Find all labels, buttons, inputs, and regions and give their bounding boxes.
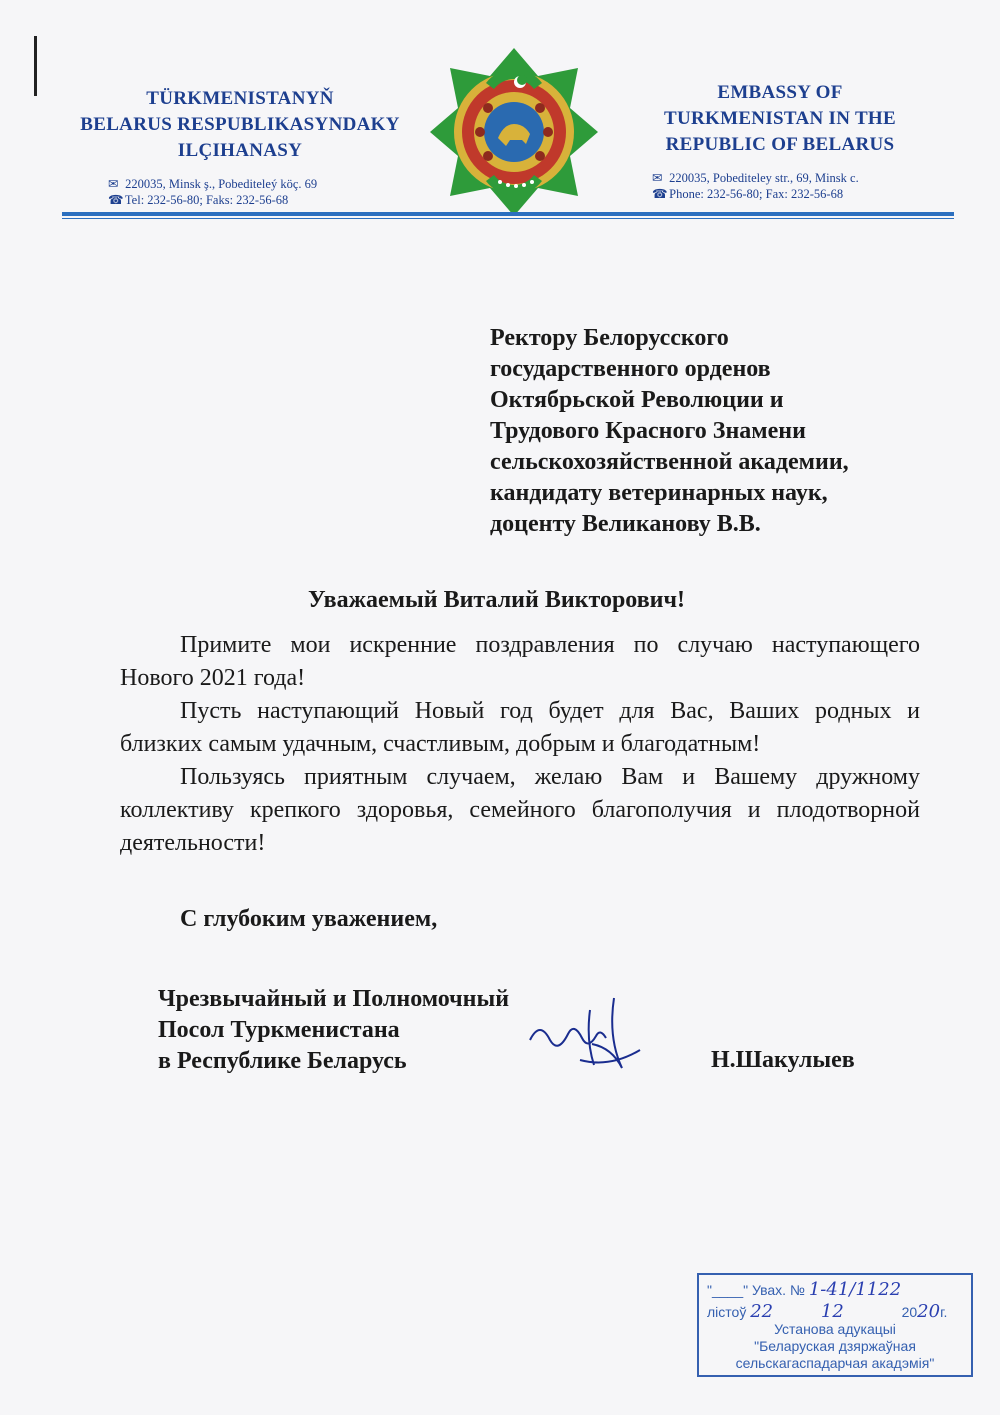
header-right-name-line: REPUBLIC OF BELARUS [665,134,895,155]
margin-mark [34,36,37,96]
signatory-title-line: Посол Туркменистана [158,1017,400,1043]
stamp-year-prefix: 20 [901,1304,918,1320]
salutation: Уважаемый Виталий Викторович! [308,587,686,613]
addressee-line: доценту Великанову В.В. [490,511,761,537]
header-right-name-line: TURKMENISTAN IN THE [664,108,896,129]
header-left-phone: Tel: 232-56-80; Faks: 232-56-68 [124,193,289,207]
registration-stamp [697,1273,973,1377]
header-left [60,86,420,208]
stamp-date-label: лістоў [707,1304,747,1320]
header-right-phone: Phone: 232-56-80; Fax: 232-56-68 [669,187,844,201]
addressee-line: кандидату ветеринарных наук, [490,480,828,506]
mail-icon: ✉ [108,177,119,191]
body-paragraph: Пользуясь приятным случаем, желаю Вам и Вашему дружному коллективу крепкого здоровья, семейного благополучия и плодотворной деятельности! [120,764,920,856]
header-rule [62,212,954,216]
stamp-incoming-label: "____" Увах. № [707,1282,805,1298]
signatory-name: Н.Шакулыев [711,1047,855,1073]
header-left-name-line: ILÇIHANASY [177,140,303,161]
stamp-institution [699,1321,971,1372]
header-left-contacts [60,176,420,208]
header-left-name-line: TÜRKMENISTANYŇ [146,88,334,109]
body-paragraph: Примите мои искренние поздравления по случаю наступающего Нового 2021 года! [120,632,920,691]
header-right-name [640,80,920,158]
phone-icon: ☎ [108,193,124,207]
header-right [640,80,920,202]
stamp-year-suffix: 20 [917,1301,941,1322]
stamp-incoming-number: 1-41/1122 [808,1279,902,1300]
stamp-institution-line: Установа адукацыі [774,1321,896,1337]
stamp-date-month: 12 [820,1301,844,1322]
addressee-line: Ректору Белорусского [490,325,729,351]
phone-icon: ☎ [652,187,668,201]
addressee-line: сельскохозяйственной академии, [490,449,849,475]
header-left-address: 220035, Minsk ş., Pobediteleý köç. 69 [125,177,318,191]
signatory-title-line: Чрезвычайный и Полномочный [158,986,510,1012]
addressee-line: Трудового Красного Знамени [490,418,806,444]
header-right-contacts [640,170,920,202]
header-right-address: 220035, Pobediteley str., 69, Minsk c. [669,171,859,185]
closing-phrase: С глубоким уважением, [180,906,438,932]
stamp-institution-line: "Беларуская дзяржаўная [754,1338,916,1354]
letter-body [120,629,920,860]
signatory-title-line: в Республике Беларусь [158,1048,407,1074]
stamp-date-day: 22 [750,1301,774,1322]
turkmenistan-emblem-icon [428,46,600,218]
header-right-name-line: EMBASSY OF [717,82,843,103]
addressee-block [490,323,940,540]
stamp-institution-line: сельскагаспадарчая акадэмія" [735,1355,935,1371]
addressee-line: государственного орденов [490,356,771,382]
header-rule-thin [62,218,954,219]
signatory-title [158,984,509,1077]
handwritten-signature-icon [520,990,650,1075]
header-left-name-line: BELARUS RESPUBLIKASYNDAKY [80,114,400,135]
addressee-line: Октябрьской Революции и [490,387,784,413]
stamp-year-end: г. [940,1304,948,1320]
header-left-name [60,86,420,164]
body-paragraph: Пусть наступающий Новый год будет для Вас, Ваших родных и близких самым удачным, счастливым, добрым и благодатным! [120,698,920,757]
mail-icon: ✉ [652,171,663,185]
